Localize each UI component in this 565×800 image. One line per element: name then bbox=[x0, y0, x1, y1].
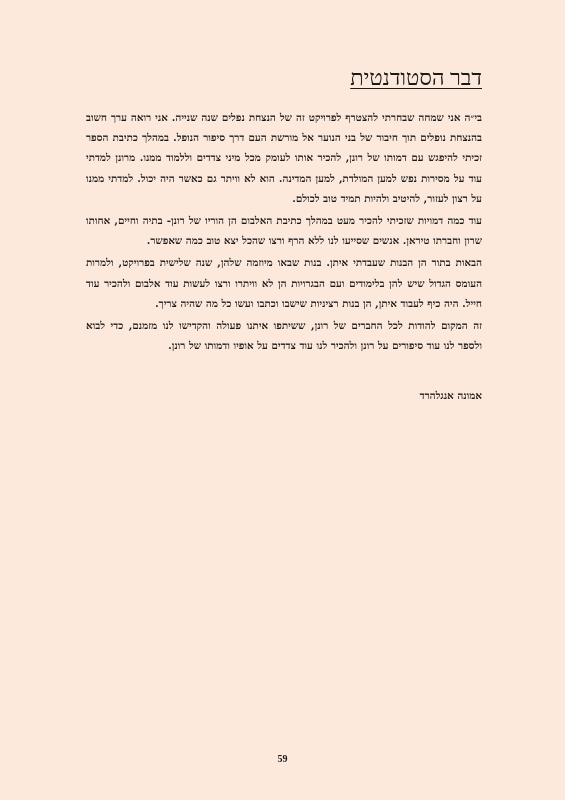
document-body bbox=[86, 62, 482, 402]
paragraph-4: זה המקום להודות לכל החברים של רונן, ששיתפו איתנו פעולה והקדישו לנו מזמנם, כדי לבוא ולספר לנו עוד סיפורים על רונן ולהכיר לנו עוד צדדים על אופיו ודמותו של רונן. bbox=[86, 320, 482, 353]
page-title: דבר הסטודנטית bbox=[350, 65, 482, 90]
page-number: 59 bbox=[277, 754, 288, 765]
paragraph-2: עוד כמה דמויות שזכיתי להכיר מעט במהלך כתיבת האלבום הן הוריו של רונן- בתיה וחיים, אחותו שרון וחברתו טיראן. אנשים שסייעו לנו ללא הרף ורצו שהכל יצא טוב כמה שאפשר. bbox=[86, 215, 482, 248]
paragraph-3: הבאות בתור הן הבנות שעבדתי איתן. בנות שבאו מיוזמה שלהן, שנה שלישית בפרויקט, ולמרות העומס הגדול שיש להן בלימודים ועם הבגרויות הן לא וויתרו ורצו לעשות עוד אלבום ולהכיר עוד חייל. היה כיף לעבוד איתן, הן בנות רציניות שישבו וכתבו ועשו כל מה שהיה צריך. bbox=[86, 257, 482, 310]
author-signature: אמונה אנגלהרד bbox=[419, 390, 482, 403]
paragraph-1: בי״ה אני שמחה שבחרתי להצטרף לפרויקט זה של הנצחת נפלים שנה שנייה. אני רואה ערך חשוב בהנצחת נופלים תוך חיבור של בני הנוער אל מורשת העם דרך סיפור הנופל. במהלך כתיבת הספר זכיתי להיפגש עם דמותו של רונן, להכיר אותו לעומק מכל מיני צדדים וללמוד ממנו. מרונן למדתי עוד על מסירות נפש למען המולדת, למען המדינה. הוא לא וויתר גם כאשר היה יכול. למדתי ממנו על רצון לעזור, להיטיב ולהיות תמיד טוב לכולם. bbox=[86, 112, 482, 205]
